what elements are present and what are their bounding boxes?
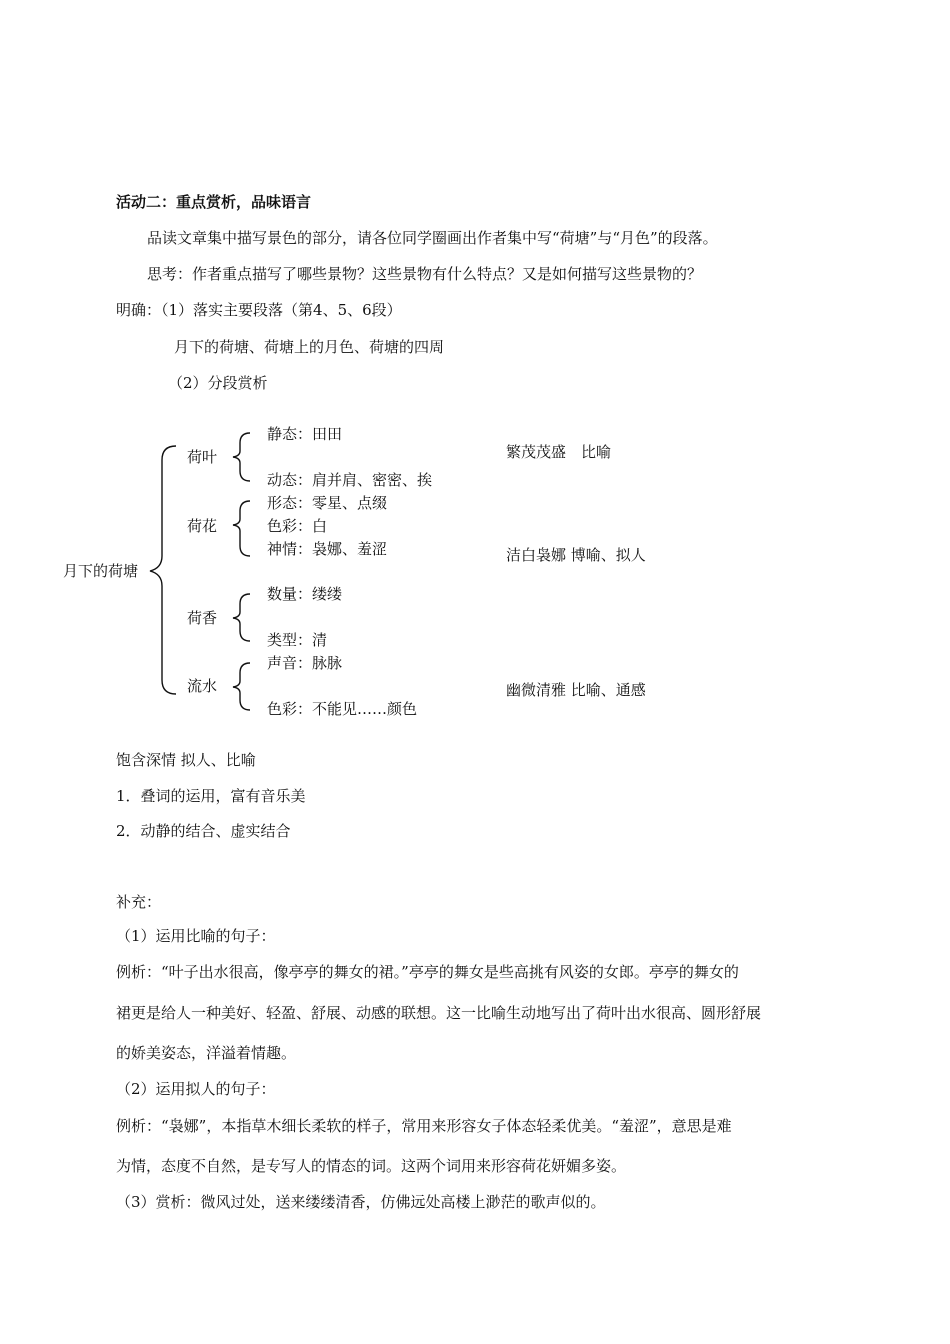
root-brace: [150, 446, 176, 694]
group-brace-flower: [233, 501, 250, 556]
supplement-3: （3）赏析：微风过处，送来缕缕清香，仿佛远处高楼上渺茫的歌声似的。: [116, 1193, 606, 1211]
intro-paragraph: 品读文章集中描写景色的部分，请各位同学圈画出作者集中写“荷塘”与“月色”的段落。: [147, 229, 718, 247]
diagram-root: 月下的荷塘: [63, 562, 139, 580]
group-label-leaf: 荷叶: [187, 448, 218, 466]
supplement-1-line-1: 例析：“叶子出水很高，像亭亭的舞女的裙。”亭亭的舞女是些高挑有风姿的女郎。亭亭的舞女的: [116, 963, 739, 981]
clarify-line-1: 明确：（1）落实主要段落（第4、5、6段）: [116, 301, 402, 319]
activity-heading: 活动二：重点赏析，品味语言: [116, 193, 312, 211]
fragrance-quantity: 数量：缕缕: [267, 585, 343, 603]
note-flower: 洁白袅娜 博喻、拟人: [506, 546, 646, 564]
fragrance-type: 类型：清: [267, 631, 328, 649]
leaf-static: 静态：田田: [267, 425, 343, 443]
group-label-fragrance: 荷香: [187, 609, 218, 627]
supplement-2-line-2: 为情，态度不自然，是专写人的情态的词。这两个词用来形容荷花妍媚多姿。: [116, 1157, 627, 1175]
summary-line-1: 饱含深情 拟人、比喻: [116, 751, 256, 769]
group-brace-water: [233, 663, 250, 710]
water-sound: 声音：脉脉: [267, 654, 343, 672]
leaf-dynamic: 动态：肩并肩、密密、挨: [267, 471, 433, 489]
question-paragraph: 思考：作者重点描写了哪些景物？这些景物有什么特点？又是如何描写这些景物的？: [147, 265, 703, 283]
summary-line-2: 1．叠词的运用，富有音乐美: [116, 787, 306, 805]
clarify-line-3: （2）分段赏析: [168, 374, 268, 392]
flower-shape: 形态：零星、点缀: [267, 494, 388, 512]
note-leaf: 繁茂茂盛 比喻: [506, 443, 612, 461]
supplement-1-title: （1）运用比喻的句子：: [116, 927, 276, 945]
summary-line-3: 2．动静的结合、虚实结合: [116, 822, 291, 840]
group-brace-fragrance: [233, 594, 250, 641]
supplement-label: 补充：: [116, 893, 162, 911]
group-label-flower: 荷花: [187, 517, 218, 535]
note-water: 幽微清雅 比喻、通感: [506, 681, 646, 699]
group-label-water: 流水: [187, 677, 218, 695]
flower-expression: 神情：袅娜、羞涩: [267, 540, 388, 558]
group-brace-leaf: [233, 433, 250, 481]
supplement-1-line-3: 的娇美姿态，洋溢着情趣。: [116, 1044, 297, 1062]
supplement-1-line-2: 裙更是给人一种美好、轻盈、舒展、动感的联想。这一比喻生动地写出了荷叶出水很高、圆形舒展: [116, 1004, 762, 1022]
supplement-2-title: （2）运用拟人的句子：: [116, 1080, 276, 1098]
flower-color: 色彩：白: [267, 517, 328, 535]
water-color: 色彩：不能见……颜色: [267, 700, 418, 718]
supplement-2-line-1: 例析：“袅娜”，本指草木细长柔软的样子，常用来形容女子体态轻柔优美。“羞涩”，意思是难: [116, 1117, 732, 1135]
clarify-line-2: 月下的荷塘、荷塘上的月色、荷塘的四周: [174, 338, 445, 356]
